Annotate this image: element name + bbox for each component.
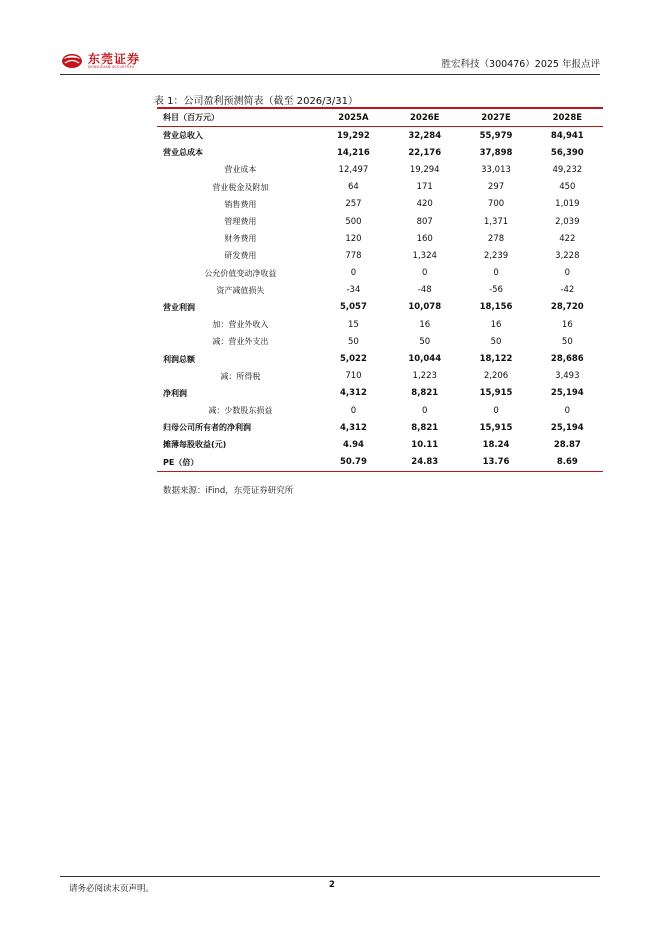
table-row — [157, 299, 603, 316]
table-cell: 160 — [416, 233, 433, 244]
table-cell: 0 — [350, 268, 357, 279]
table-cell: 15,915 — [479, 422, 513, 433]
table-cell: 4.94 — [342, 439, 364, 450]
table-cell: 56,390 — [550, 147, 584, 158]
table-cell: 19,292 — [337, 130, 370, 141]
table-row — [157, 265, 603, 282]
table-cell: 257 — [345, 199, 362, 210]
table-cell: 2,239 — [483, 250, 509, 261]
table-cell: 18.24 — [482, 439, 510, 450]
row-label: 管理费用 — [224, 217, 257, 227]
row-label: 财务费用 — [224, 234, 257, 244]
table-cell: 0 — [564, 268, 571, 279]
table-row — [157, 247, 603, 264]
row-label: 摊薄每股收益(元) — [163, 440, 227, 450]
table-cell: 450 — [559, 182, 576, 193]
table-cell: 12,497 — [338, 164, 369, 175]
table-cell: 10,044 — [408, 354, 442, 365]
data-source-note: 数据来源：iFind，东莞证券研究所 — [163, 486, 294, 496]
header-divider — [60, 74, 600, 75]
table-row — [157, 402, 603, 419]
table-cell: 500 — [345, 216, 362, 227]
row-label: 资产减值损失 — [216, 285, 265, 295]
table-cell: 50 — [419, 336, 431, 347]
table-row — [157, 316, 603, 333]
table-cell: 33,013 — [481, 164, 511, 175]
table-cell: 10,078 — [408, 302, 442, 313]
row-label: 归母公司所有者的净利润 — [163, 423, 251, 433]
table-row — [157, 333, 603, 350]
table-cell: 5,057 — [339, 302, 367, 313]
table-cell: 15 — [348, 319, 359, 330]
table-cell: 4,312 — [339, 388, 367, 399]
table-cell: 278 — [487, 233, 505, 244]
table-cell: 18,122 — [479, 354, 513, 365]
disclaimer-note: 请务必阅读末页声明。 — [69, 884, 155, 894]
table-cell: 0 — [422, 405, 428, 416]
table-cell: 28.87 — [553, 439, 581, 450]
row-label: PE（倍） — [163, 457, 199, 467]
logo-mark-icon — [60, 50, 84, 70]
table-cell: 1,223 — [412, 371, 437, 382]
table-cell: -48 — [417, 285, 432, 296]
table-cell: 50 — [561, 336, 573, 347]
table-cell: 55,979 — [479, 130, 513, 141]
table-cell: 28,720 — [550, 302, 584, 313]
table-header-row — [157, 108, 603, 127]
table-cell: 32,284 — [408, 130, 442, 141]
table-cell: 8,821 — [411, 422, 439, 433]
table-cell: 0 — [564, 405, 571, 416]
row-label: 销售费用 — [224, 199, 257, 209]
table-row — [157, 368, 603, 385]
table-cell: 422 — [559, 233, 576, 244]
table-body — [157, 127, 603, 472]
table-row — [157, 196, 603, 213]
table-cell: 18,156 — [479, 302, 513, 313]
row-label: 加：营业外收入 — [212, 320, 269, 330]
table-cell: 0 — [493, 405, 499, 416]
column-header: 2026E — [409, 112, 440, 123]
table-cell: 120 — [345, 233, 362, 244]
table-cell: 24.83 — [411, 457, 439, 468]
table-title: 表 1：公司盈利预测简表（截至 2026/3/31） — [154, 96, 358, 107]
table-cell: 16 — [419, 319, 431, 330]
table-cell: 700 — [487, 199, 505, 210]
table-cell: 10.11 — [411, 439, 439, 450]
table-cell: -56 — [489, 285, 503, 296]
table-cell: 8.69 — [556, 457, 578, 468]
table-cell: 13.76 — [482, 457, 510, 468]
table-cell: 25,194 — [550, 388, 584, 399]
table-cell: 5,022 — [339, 354, 367, 365]
table-cell: 0 — [422, 268, 428, 279]
table-cell: 2,206 — [483, 371, 509, 382]
table-cell: 1,324 — [412, 250, 437, 261]
row-label: 营业税金及附加 — [212, 182, 269, 192]
table-cell: 28,686 — [550, 354, 584, 365]
table-row — [157, 385, 603, 402]
table-cell: 1,019 — [555, 199, 580, 210]
logo-text: 东莞证券 — [88, 52, 141, 66]
column-header: 2028E — [552, 112, 583, 123]
table-cell: 64 — [348, 182, 359, 193]
table-cell: -42 — [560, 285, 575, 296]
row-label: 营业总成本 — [163, 148, 203, 158]
table-row — [157, 144, 603, 161]
table-row — [157, 161, 603, 178]
table-row — [157, 213, 603, 230]
table-row — [157, 230, 603, 247]
row-label: 研发费用 — [224, 251, 257, 261]
table-cell: 37,898 — [479, 147, 513, 158]
row-label: 净利润 — [163, 388, 187, 398]
table-cell: 50.79 — [339, 457, 367, 468]
column-header: 2027E — [481, 112, 511, 123]
table-cell: 4,312 — [339, 422, 367, 433]
table-cell: 710 — [345, 371, 362, 382]
table-cell: 49,232 — [552, 164, 583, 175]
row-label: 减：所得税 — [220, 371, 261, 381]
page-number: 2 — [329, 880, 335, 890]
row-label: 营业利润 — [163, 302, 195, 312]
row-label: 营业成本 — [224, 165, 257, 175]
table-cell: 50 — [490, 336, 502, 347]
table-cell: 14,216 — [337, 147, 370, 158]
table-cell: 16 — [561, 319, 573, 330]
table-cell: 22,176 — [408, 147, 442, 158]
table-cell: 2,039 — [555, 216, 580, 227]
table-cell: 19,294 — [409, 164, 440, 175]
earnings-forecast-table — [157, 107, 603, 472]
table-cell: 50 — [348, 336, 359, 347]
table-cell: 8,821 — [411, 388, 439, 399]
table-cell: 0 — [350, 405, 357, 416]
table-cell: 84,941 — [550, 130, 584, 141]
table-row — [157, 350, 603, 367]
table-cell: 420 — [416, 199, 433, 210]
table-cell: 778 — [345, 250, 362, 261]
column-header: 2025A — [338, 112, 369, 123]
report-title: 胜宏科技（300476）2025 年报点评 — [441, 59, 600, 70]
column-header: 科目（百万元） — [163, 113, 219, 122]
row-label: 减：少数股东损益 — [208, 406, 273, 416]
table-cell: 25,194 — [550, 422, 584, 433]
table-cell: 16 — [490, 319, 502, 330]
table-row — [157, 282, 603, 299]
logo-subtext: DONGGUAN SECURITIES — [88, 65, 135, 69]
table-row — [157, 454, 603, 472]
table-row — [157, 436, 603, 453]
table-cell: 3,493 — [555, 371, 580, 382]
table-cell: 1,371 — [483, 216, 509, 227]
row-label: 公允价值变动净收益 — [204, 268, 277, 278]
row-label: 利润总额 — [163, 354, 195, 364]
table-row — [157, 179, 603, 196]
table-cell: -34 — [346, 285, 361, 296]
page-header — [60, 48, 600, 74]
table-cell: 3,228 — [555, 250, 580, 261]
table-cell: 297 — [487, 182, 505, 193]
table-cell: 171 — [416, 182, 433, 193]
table-cell: 807 — [416, 216, 433, 227]
table-cell: 0 — [493, 268, 499, 279]
row-label: 减：营业外支出 — [212, 337, 269, 347]
row-label: 营业总收入 — [163, 131, 203, 141]
footer-divider — [60, 876, 600, 877]
table-cell: 15,915 — [479, 388, 513, 399]
table-row — [157, 419, 603, 436]
table-row — [157, 127, 603, 145]
